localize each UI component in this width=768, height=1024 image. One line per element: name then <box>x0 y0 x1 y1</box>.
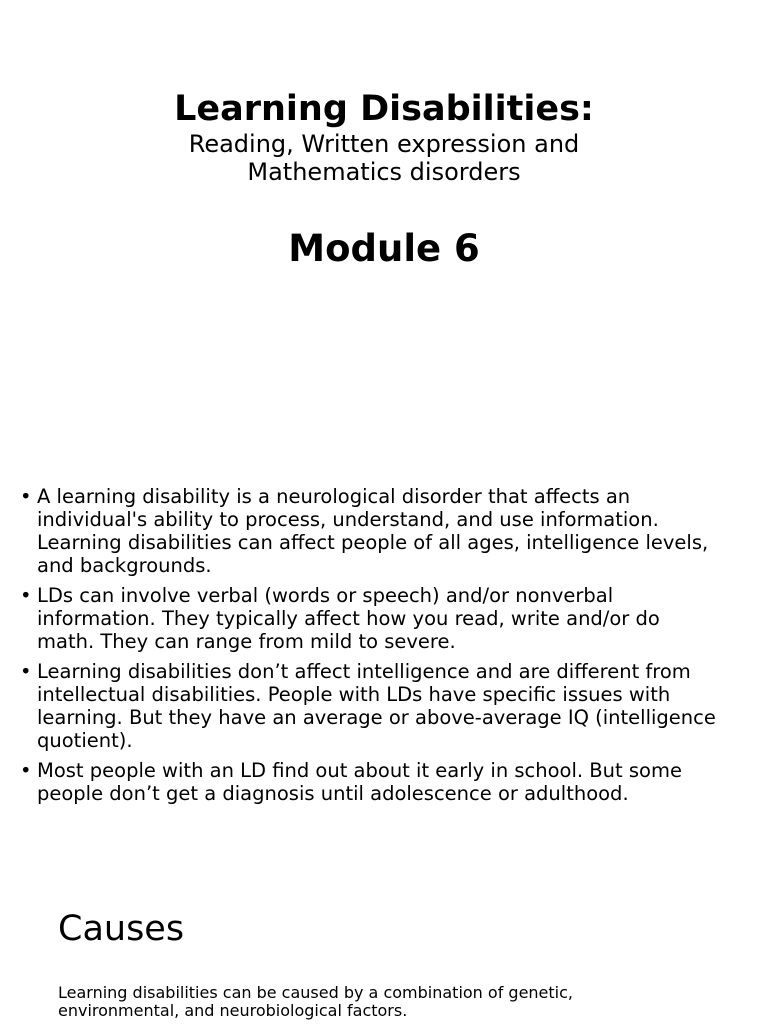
page-title: Learning Disabilities: <box>174 89 594 129</box>
bullet-item <box>20 759 720 805</box>
bullet-text: Learning disabilities don’t affect intelligence and are different from intellectual disabilities. People with LDs have specific issues with learning. But they have an average or above-average IQ (intelligence quotient). <box>37 660 716 752</box>
bullet-text: Most people with an LD find out about it early in school. But some people don’t get a diagnosis until adolescence or adulthood. <box>37 759 682 805</box>
bullet-text: A learning disability is a neurological disorder that affects an individual's ability to process, understand, and use information. Learning disabilities can affect people of all ages, intelligence levels, and backgrounds. <box>37 485 709 577</box>
bullet-dot-icon: • <box>20 759 32 782</box>
causes-text: Learning disabilities can be caused by a combination of genetic, environmental, and neurobiological factors. <box>58 983 573 1020</box>
bullet-item <box>20 485 720 577</box>
bullet-text: LDs can involve verbal (words or speech) and/or nonverbal information. They typically affect how you read, write and/or do math. They can range from mild to severe. <box>37 584 660 653</box>
module-heading: Module 6 <box>288 227 480 270</box>
bullet-dot-icon: • <box>20 660 32 683</box>
bullet-dot-icon: • <box>20 485 32 508</box>
bullet-dot-icon: • <box>20 584 32 607</box>
page-subtitle: Reading, Written expression and Mathematics disorders <box>188 130 580 186</box>
bullet-item <box>20 584 720 653</box>
title-block <box>0 88 768 186</box>
bullet-item <box>20 660 720 752</box>
bullet-list <box>20 485 720 812</box>
causes-heading: Causes <box>58 909 185 949</box>
